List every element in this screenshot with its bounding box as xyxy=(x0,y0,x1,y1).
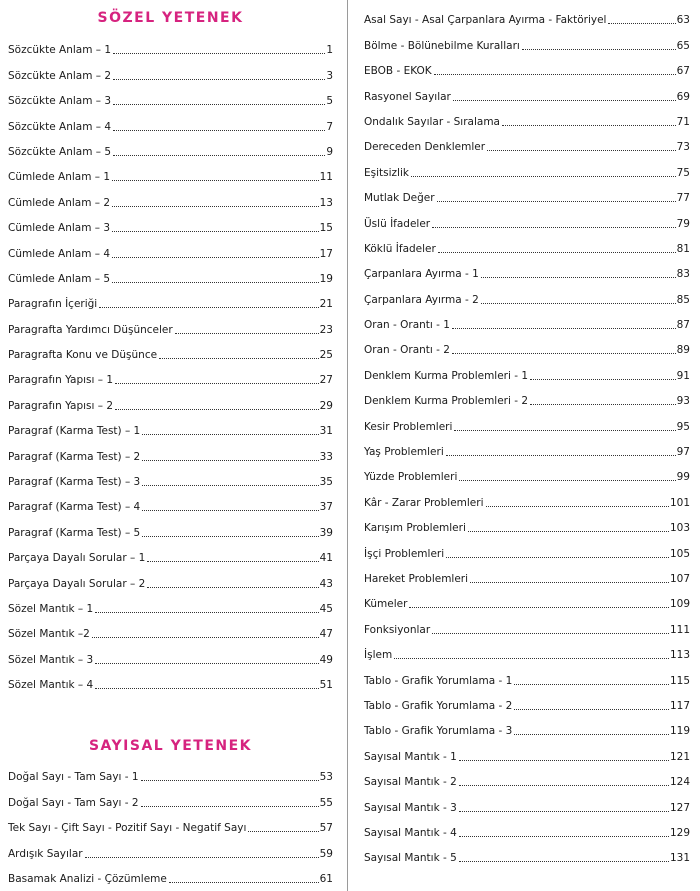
dot-leader xyxy=(141,806,319,807)
toc-entry-title: Çarpanlara Ayırma - 2 xyxy=(364,293,479,306)
dot-leader xyxy=(142,536,318,537)
toc-entry-page-number: 55 xyxy=(319,796,333,809)
toc-entry[interactable] xyxy=(364,484,690,509)
toc-entry[interactable] xyxy=(8,835,333,860)
toc-entry-title: Çarpanlara Ayırma - 1 xyxy=(364,268,479,281)
toc-entry-title: Fonksiyonlar xyxy=(364,623,431,636)
dot-leader xyxy=(514,684,669,685)
toc-entry-page-number: 41 xyxy=(319,552,333,565)
toc-entry-title: Sözcükte Anlam – 3 xyxy=(8,95,112,108)
toc-entry-page-number: 59 xyxy=(319,847,333,860)
toc-entry-page-number: 75 xyxy=(676,166,690,179)
toc-entry[interactable] xyxy=(8,565,333,590)
toc-entry[interactable] xyxy=(8,286,333,311)
toc-entry-title: Dereceden Denklemler xyxy=(364,141,486,154)
toc-entry[interactable] xyxy=(8,83,333,108)
toc-entry-title: Tek Sayı - Çift Sayı - Pozitif Sayı - Negatif Sayı xyxy=(8,822,247,835)
toc-entry-page-number: 45 xyxy=(319,602,333,615)
toc-entry-title: Mutlak Değer xyxy=(364,192,435,205)
toc-entry-page-number: 97 xyxy=(676,446,690,459)
toc-entry-page-number: 67 xyxy=(676,65,690,78)
toc-entry[interactable] xyxy=(8,57,333,82)
toc-entry-title: Oran - Orantı - 2 xyxy=(364,344,450,357)
toc-entry-title: Sözcükte Anlam – 2 xyxy=(8,69,112,82)
toc-entry-title: Kesir Problemleri xyxy=(364,420,453,433)
toc-entry-page-number: 129 xyxy=(669,826,690,839)
dot-leader xyxy=(446,557,669,558)
toc-entry[interactable] xyxy=(8,311,333,336)
toc-entry-page-number: 69 xyxy=(676,90,690,103)
toc-entry[interactable] xyxy=(8,108,333,133)
toc-entry-title: İşlem xyxy=(364,649,393,662)
toc-entry[interactable] xyxy=(364,764,690,789)
toc-entry-page-number: 93 xyxy=(676,395,690,408)
toc-entry-title: Cümlede Anlam – 4 xyxy=(8,247,111,260)
toc-entry[interactable] xyxy=(8,387,333,412)
toc-entry-title: Sayısal Mantık - 5 xyxy=(364,852,457,865)
toc-entry-page-number: 85 xyxy=(676,293,690,306)
toc-entry[interactable] xyxy=(364,840,690,865)
toc-entry[interactable] xyxy=(364,637,690,662)
toc-entry-page-number: 113 xyxy=(669,649,690,662)
dot-leader xyxy=(514,734,669,735)
dot-leader xyxy=(115,383,319,384)
dot-leader xyxy=(141,780,319,781)
toc-entry-title: Paragrafın Yapısı – 1 xyxy=(8,374,114,387)
dot-leader xyxy=(112,282,319,283)
toc-entry-title: Cümlede Anlam – 3 xyxy=(8,222,111,235)
toc-entry-title: Üslü İfadeler xyxy=(364,217,431,230)
toc-entry-page-number: 53 xyxy=(319,771,333,784)
toc-entry-title: Paragrafın İçeriği xyxy=(8,298,98,311)
dot-leader xyxy=(147,561,318,562)
dot-leader xyxy=(113,130,325,131)
toc-entry-page-number: 71 xyxy=(676,115,690,128)
toc-entry[interactable] xyxy=(8,235,333,260)
dot-leader xyxy=(481,277,676,278)
toc-entry-title: Denklem Kurma Problemleri - 1 xyxy=(364,369,529,382)
toc-entry[interactable] xyxy=(364,332,690,357)
toc-entry-page-number: 121 xyxy=(669,750,690,763)
toc-entry-page-number: 105 xyxy=(669,547,690,560)
toc-entry-page-number: 27 xyxy=(319,374,333,387)
toc-entry-page-number: 19 xyxy=(319,272,333,285)
toc-entry-title: Kümeler xyxy=(364,598,408,611)
toc-entry-title: Basamak Analizi - Çözümleme xyxy=(8,872,167,885)
toc-entry-page-number: 15 xyxy=(319,222,333,235)
toc-entry-title: Sayısal Mantık - 4 xyxy=(364,826,457,839)
toc-entry-title: Rasyonel Sayılar xyxy=(364,90,451,103)
toc-entry-title: Sözcükte Anlam – 5 xyxy=(8,145,112,158)
toc-entry-page-number: 21 xyxy=(319,298,333,311)
toc-entry[interactable] xyxy=(364,611,690,636)
toc-entry-title: Ardışık Sayılar xyxy=(8,847,83,860)
toc-entry-page-number: 9 xyxy=(326,145,333,158)
toc-entry-title: Yaş Problemleri xyxy=(364,446,444,459)
toc-entry-title: EBOB - EKOK xyxy=(364,65,432,78)
toc-entry[interactable] xyxy=(364,434,690,459)
toc-entry[interactable] xyxy=(8,32,333,57)
toc-entry-title: Sayısal Mantık - 3 xyxy=(364,801,457,814)
toc-entry-page-number: 43 xyxy=(319,577,333,590)
dot-leader xyxy=(142,460,318,461)
toc-entry-page-number: 87 xyxy=(676,319,690,332)
toc-entry-title: Bölme - Bölünebilme Kuralları xyxy=(364,39,520,52)
toc-entry[interactable] xyxy=(8,337,333,362)
dot-leader xyxy=(452,328,676,329)
toc-entry[interactable] xyxy=(8,464,333,489)
dot-leader xyxy=(432,227,676,228)
toc-entry-title: Eşitsizlik xyxy=(364,166,409,179)
toc-entry-page-number: 29 xyxy=(319,399,333,412)
toc-entry-page-number: 7 xyxy=(326,120,333,133)
toc-entry-page-number: 65 xyxy=(676,39,690,52)
numerical-toc-list xyxy=(8,759,333,886)
toc-entry[interactable] xyxy=(8,438,333,463)
toc-entry-title: Cümlede Anlam – 2 xyxy=(8,196,111,209)
dot-leader xyxy=(113,155,325,156)
dot-leader xyxy=(95,688,318,689)
toc-entry[interactable] xyxy=(364,205,690,230)
toc-entry[interactable] xyxy=(8,159,333,184)
dot-leader xyxy=(530,379,676,380)
numerical-continued-toc-list xyxy=(364,2,690,865)
toc-entry[interactable] xyxy=(8,134,333,159)
toc-entry[interactable] xyxy=(364,256,690,281)
dot-leader xyxy=(95,612,318,613)
toc-entry-page-number: 17 xyxy=(319,247,333,260)
dot-leader xyxy=(112,257,319,258)
toc-entry-title: İşçi Problemleri xyxy=(364,547,445,560)
dot-leader xyxy=(454,430,675,431)
toc-entry-page-number: 57 xyxy=(319,822,333,835)
toc-entry-page-number: 11 xyxy=(319,171,333,184)
dot-leader xyxy=(502,125,676,126)
toc-entry[interactable] xyxy=(8,413,333,438)
toc-entry-page-number: 37 xyxy=(319,501,333,514)
dot-leader xyxy=(486,506,669,507)
toc-entry[interactable] xyxy=(8,540,333,565)
toc-entry-page-number: 131 xyxy=(669,852,690,865)
toc-entry-title: Sözel Mantık – 4 xyxy=(8,679,94,692)
toc-entry-title: Yüzde Problemleri xyxy=(364,471,458,484)
toc-entry-page-number: 33 xyxy=(319,450,333,463)
toc-entry-page-number: 25 xyxy=(319,349,333,362)
toc-entry-title: Paragrafta Konu ve Düşünce xyxy=(8,349,158,362)
toc-entry[interactable] xyxy=(364,408,690,433)
toc-entry[interactable] xyxy=(364,231,690,256)
toc-entry-page-number: 35 xyxy=(319,476,333,489)
dot-leader xyxy=(142,485,318,486)
toc-entry-page-number: 95 xyxy=(676,420,690,433)
toc-entry-page-number: 99 xyxy=(676,471,690,484)
toc-entry-title: Sayısal Mantık - 1 xyxy=(364,750,457,763)
dot-leader xyxy=(434,74,676,75)
toc-entry-title: Doğal Sayı - Tam Sayı - 2 xyxy=(8,796,139,809)
dot-leader xyxy=(459,785,669,786)
dot-leader xyxy=(459,836,669,837)
toc-entry[interactable] xyxy=(8,641,333,666)
toc-entry-page-number: 73 xyxy=(676,141,690,154)
dot-leader xyxy=(459,760,669,761)
toc-entry[interactable] xyxy=(364,713,690,738)
column-divider xyxy=(347,0,348,891)
dot-leader xyxy=(248,831,318,832)
dot-leader xyxy=(113,79,325,80)
toc-entry-page-number: 49 xyxy=(319,653,333,666)
toc-entry-page-number: 79 xyxy=(676,217,690,230)
toc-entry-title: Tablo - Grafik Yorumlama - 1 xyxy=(364,674,513,687)
toc-entry[interactable] xyxy=(364,688,690,713)
dot-leader xyxy=(92,637,319,638)
toc-entry-title: Ondalık Sayılar - Sıralama xyxy=(364,115,500,128)
dot-leader xyxy=(85,857,319,858)
toc-entry-page-number: 47 xyxy=(319,628,333,641)
toc-entry[interactable] xyxy=(364,510,690,535)
toc-entry-title: Köklü İfadeler xyxy=(364,242,436,255)
dot-leader xyxy=(411,176,676,177)
dot-leader xyxy=(112,206,319,207)
dot-leader xyxy=(147,587,318,588)
toc-entry-title: Asal Sayı - Asal Çarpanlara Ayırma - Faktöriyel xyxy=(364,14,607,27)
dot-leader xyxy=(159,358,319,359)
toc-entry-title: Sözcükte Anlam – 4 xyxy=(8,120,112,133)
toc-entry-page-number: 23 xyxy=(319,323,333,336)
toc-entry-title: Sayısal Mantık - 2 xyxy=(364,776,457,789)
toc-entry-title: Cümlede Anlam – 1 xyxy=(8,171,111,184)
dot-leader xyxy=(468,531,669,532)
dot-leader xyxy=(95,663,318,664)
dot-leader xyxy=(169,882,319,883)
dot-leader xyxy=(453,100,676,101)
toc-entry[interactable] xyxy=(364,383,690,408)
toc-entry-title: Hareket Problemleri xyxy=(364,572,469,585)
toc-entry-page-number: 89 xyxy=(676,344,690,357)
toc-entry[interactable] xyxy=(364,2,690,27)
dot-leader xyxy=(470,582,669,583)
toc-entry-title: Paragraf (Karma Test) – 5 xyxy=(8,526,141,539)
toc-entry-title: Karışım Problemleri xyxy=(364,522,466,535)
dot-leader xyxy=(530,404,676,405)
toc-entry[interactable] xyxy=(364,53,690,78)
toc-entry-title: Cümlede Anlam – 5 xyxy=(8,272,111,285)
toc-entry-title: Parçaya Dayalı Sorular – 2 xyxy=(8,577,146,590)
toc-entry[interactable] xyxy=(364,27,690,52)
toc-entry[interactable] xyxy=(8,667,333,692)
toc-entry-page-number: 31 xyxy=(319,425,333,438)
dot-leader xyxy=(437,201,676,202)
dot-leader xyxy=(142,510,318,511)
toc-entry-title: Paragrafın Yapısı – 2 xyxy=(8,399,114,412)
toc-entry-page-number: 63 xyxy=(676,14,690,27)
toc-entry[interactable] xyxy=(8,362,333,387)
toc-entry[interactable] xyxy=(8,489,333,514)
toc-entry-page-number: 3 xyxy=(326,69,333,82)
toc-entry-page-number: 101 xyxy=(669,496,690,509)
dot-leader xyxy=(142,434,318,435)
toc-entry-page-number: 77 xyxy=(676,192,690,205)
dot-leader xyxy=(438,252,676,253)
dot-leader xyxy=(113,104,325,105)
numerical-section-title: SAYISAL YETENEK xyxy=(88,738,253,754)
toc-entry-page-number: 103 xyxy=(669,522,690,535)
dot-leader xyxy=(113,53,325,54)
dot-leader xyxy=(115,409,319,410)
dot-leader xyxy=(459,480,675,481)
toc-entry[interactable] xyxy=(364,738,690,763)
toc-entry-page-number: 109 xyxy=(669,598,690,611)
toc-entry[interactable] xyxy=(364,459,690,484)
toc-entry[interactable] xyxy=(364,180,690,205)
toc-entry-title: Tablo - Grafik Yorumlama - 2 xyxy=(364,699,513,712)
toc-entry[interactable] xyxy=(364,281,690,306)
toc-entry-title: Doğal Sayı - Tam Sayı - 1 xyxy=(8,771,139,784)
verbal-section-title: SÖZEL YETENEK xyxy=(97,10,244,26)
toc-entry-title: Kâr - Zarar Problemleri xyxy=(364,496,484,509)
dot-leader xyxy=(481,303,676,304)
toc-entry[interactable] xyxy=(8,514,333,539)
dot-leader xyxy=(459,861,669,862)
toc-entry-title: Sözel Mantık –2 xyxy=(8,628,90,641)
toc-entry-title: Oran - Orantı - 1 xyxy=(364,319,450,332)
toc-entry[interactable] xyxy=(8,261,333,286)
dot-leader xyxy=(432,633,669,634)
toc-entry-title: Sözel Mantık – 1 xyxy=(8,602,94,615)
toc-entry-page-number: 13 xyxy=(319,196,333,209)
toc-entry-page-number: 124 xyxy=(669,776,690,789)
toc-entry[interactable] xyxy=(364,815,690,840)
verbal-toc-list xyxy=(8,32,333,692)
toc-entry-title: Sözel Mantık – 3 xyxy=(8,653,94,666)
toc-entry[interactable] xyxy=(8,210,333,235)
toc-entry-page-number: 39 xyxy=(319,526,333,539)
dot-leader xyxy=(394,658,669,659)
toc-entry[interactable] xyxy=(364,129,690,154)
toc-entry[interactable] xyxy=(8,184,333,209)
toc-entry[interactable] xyxy=(8,861,333,886)
toc-entry[interactable] xyxy=(364,535,690,560)
toc-entry-title: Paragraf (Karma Test) – 1 xyxy=(8,425,141,438)
toc-entry-page-number: 117 xyxy=(669,699,690,712)
toc-entry-title: Parçaya Dayalı Sorular – 1 xyxy=(8,552,146,565)
toc-entry-page-number: 5 xyxy=(326,95,333,108)
toc-entry-title: Paragraf (Karma Test) – 3 xyxy=(8,476,141,489)
toc-entry[interactable] xyxy=(8,759,333,784)
toc-entry[interactable] xyxy=(364,104,690,129)
toc-entry[interactable] xyxy=(364,78,690,103)
dot-leader xyxy=(175,333,319,334)
dot-leader xyxy=(487,150,676,151)
toc-entry-page-number: 81 xyxy=(676,242,690,255)
toc-entry[interactable] xyxy=(364,561,690,586)
dot-leader xyxy=(514,709,669,710)
dot-leader xyxy=(409,607,669,608)
toc-entry-page-number: 111 xyxy=(669,623,690,636)
toc-entry-page-number: 107 xyxy=(669,572,690,585)
toc-entry[interactable] xyxy=(364,586,690,611)
toc-entry[interactable] xyxy=(8,616,333,641)
toc-entry-page-number: 61 xyxy=(319,872,333,885)
toc-entry[interactable] xyxy=(364,789,690,814)
dot-leader xyxy=(452,353,676,354)
dot-leader xyxy=(459,811,669,812)
dot-leader xyxy=(446,455,676,456)
toc-entry-title: Paragraf (Karma Test) – 2 xyxy=(8,450,141,463)
toc-entry-title: Tablo - Grafik Yorumlama - 3 xyxy=(364,725,513,738)
dot-leader xyxy=(522,49,676,50)
toc-entry-title: Sözcükte Anlam – 1 xyxy=(8,44,112,57)
toc-entry[interactable] xyxy=(364,154,690,179)
toc-entry-page-number: 1 xyxy=(326,44,333,57)
toc-entry-page-number: 83 xyxy=(676,268,690,281)
toc-entry[interactable] xyxy=(364,357,690,382)
toc-entry-page-number: 51 xyxy=(319,679,333,692)
toc-entry[interactable] xyxy=(8,784,333,809)
toc-entry[interactable] xyxy=(8,591,333,616)
dot-leader xyxy=(99,307,318,308)
dot-leader xyxy=(608,23,675,24)
dot-leader xyxy=(112,180,319,181)
toc-entry-title: Paragrafta Yardımcı Düşünceler xyxy=(8,323,173,336)
toc-entry-title: Paragraf (Karma Test) – 4 xyxy=(8,501,141,514)
toc-entry-page-number: 127 xyxy=(669,801,690,814)
toc-entry[interactable] xyxy=(364,662,690,687)
dot-leader xyxy=(112,231,319,232)
toc-entry-title: Denklem Kurma Problemleri - 2 xyxy=(364,395,529,408)
toc-entry[interactable] xyxy=(8,810,333,835)
toc-entry-page-number: 91 xyxy=(676,369,690,382)
toc-entry[interactable] xyxy=(364,307,690,332)
toc-entry-page-number: 119 xyxy=(669,725,690,738)
toc-entry-page-number: 115 xyxy=(669,674,690,687)
